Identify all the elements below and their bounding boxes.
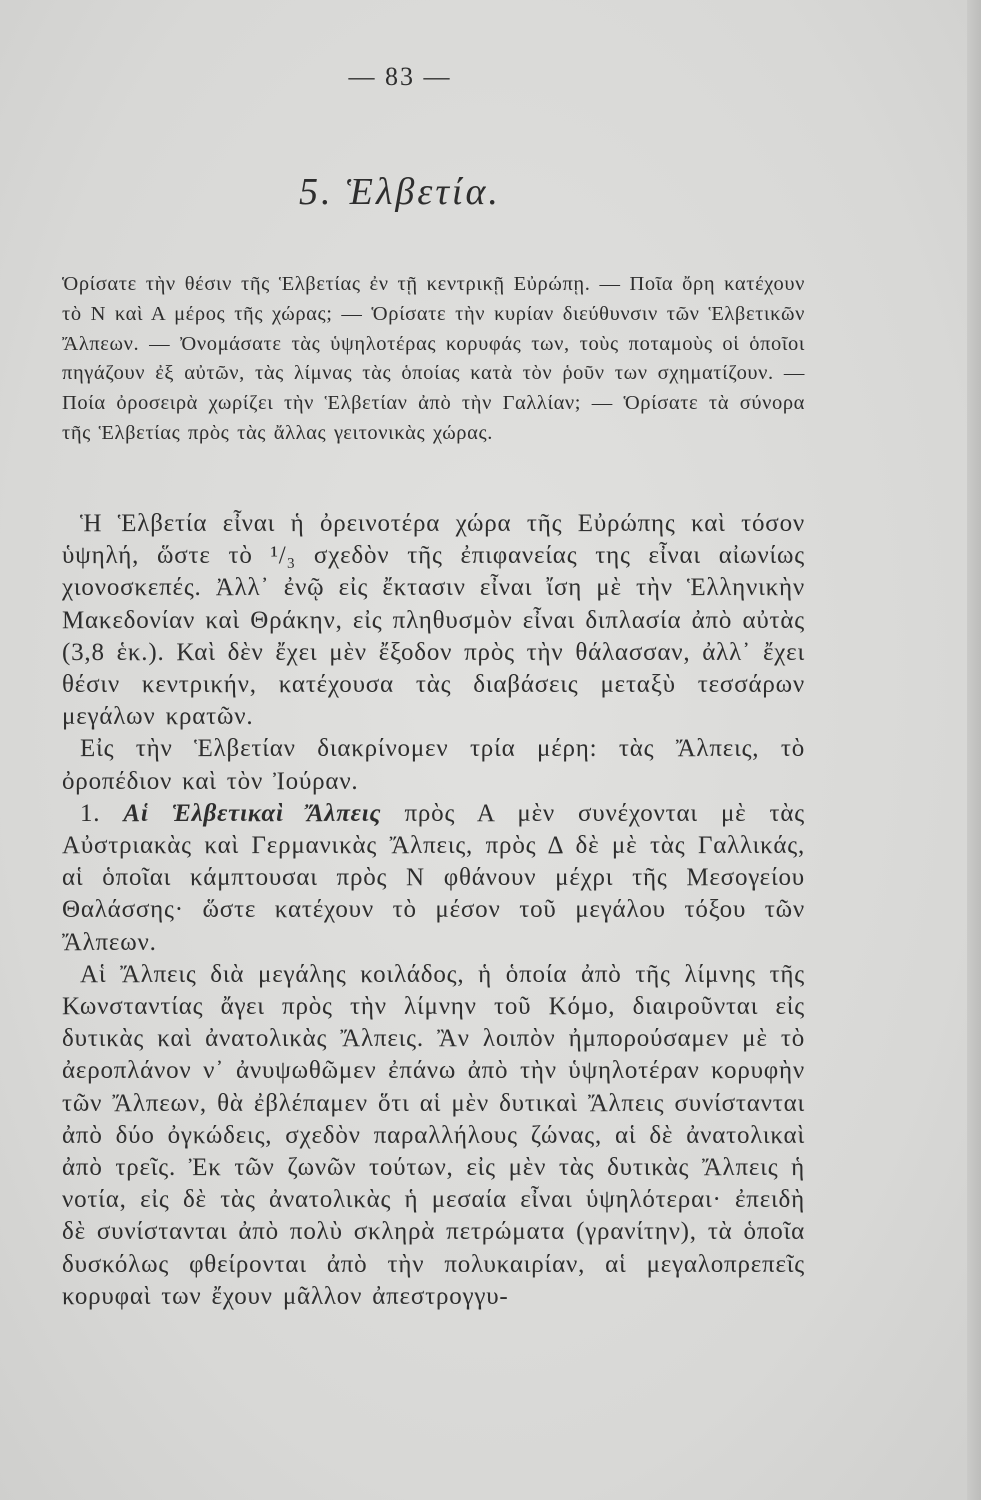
paragraph-3 <box>62 798 805 959</box>
chapter-title: 5. Ἑλβετία. <box>299 171 501 213</box>
paragraph-4: Αἱ Ἄλπεις διὰ μεγάλης κοιλάδος, ἡ ὁποία ἀπὸ τῆς λίμνης τῆς Κωνσταντίας ἄγει πρὸς τὴν λίμνην τοῦ Κόμο, διαιροῦνται εἰς δυτικὰς καὶ ἀνατολικὰς Ἄλπεις. Ἂν λοιπὸν ἠμπορούσαμεν μὲ τὸ ἀεροπλάνον ν᾽ ἀνυψωθῶμεν ἐπάνω ἀπὸ τὴν ὑψηλοτέραν κορυφὴν τῶν Ἄλπεων, θὰ ἐβλέπαμεν ὅτι αἱ μὲν δυτικαὶ Ἄλπεις συνίστανται ἀπὸ δύο ὀγκώδεις, σχεδὸν παραλλήλους ζώνας, αἱ δὲ ἀνατολικαὶ ἀπὸ τρεῖς. Ἐκ τῶν ζωνῶν τούτων, εἰς μὲν τὰς δυτικὰς Ἄλπεις ἡ νοτία, εἰς δὲ τὰς ἀνατολικὰς ἡ μεσαία εἶναι ὑψηλότεραι· ἐπειδὴ δὲ συνίστανται ἀπὸ πολὺ σκληρὰ πετρώματα (γρανίτην), τὰ ὁποῖα δυσκόλως φθείρονται ἀπὸ τὴν πολυκαιρίαν, αἱ μεγαλοπρεπεῖς κορυφαὶ των ἔχουν μᾶλλον ἀπεστρογγυ- <box>62 960 805 1310</box>
questions-text: Ὁρίσατε τὴν θέσιν τῆς Ἑλβετίας ἐν τῇ κεντρικῇ Εὐρώπῃ. — Ποῖα ὄρη κατέχουν τὸ Ν καὶ Α μέρος τῆς χώρας; — Ὁρίσατε τὴν κυρίαν διεύθυνσιν τῶν Ἑλβετικῶν Ἄλπεων. — Ὀνομάσατε τὰς ὑψηλοτέρας κορυφάς των, τοὺς ποταμοὺς οἱ ὁποῖοι πηγάζουν ἐξ αὐτῶν, τὰς λίμνας τὰς ὁποίας κατὰ τὸν ῥοῦν των σχηματίζουν. — Ποία ὀροσειρὰ χωρίζει τὴν Ἑλβετίαν ἀπὸ τὴν Γαλλίαν; — Ὁρίσατε τὰ σύνορα τῆς Ἑλβετίας πρὸς τὰς ἄλλας γειτονικὰς χώρας. <box>62 273 805 444</box>
paragraph-2: Εἰς τὴν Ἑλβετίαν διακρίνομεν τρία μέρη: τὰς Ἄλπεις, τὸ ὀροπέδιον καὶ τὸν Ἰούραν. <box>62 735 805 795</box>
review-questions <box>62 270 805 449</box>
section-number: 1. <box>80 799 101 827</box>
page-edge <box>967 0 981 1500</box>
body-text <box>62 508 805 1313</box>
page-number: — 83 — <box>348 62 452 91</box>
section-heading: Αἱ Ἑλβετικαὶ Ἄλπεις <box>123 799 382 827</box>
paragraph-1: Ἡ Ἑλβετία εἶναι ἡ ὀρεινοτέρα χώρα τῆς Εὐρώπης καὶ τόσον ὑψηλή, ὥστε τὸ ¹/₃ σχεδὸν τῆς ἐπιφανείας της εἶναι αἰωνίως χιονοσκεπές. Ἀλλ᾽ ἐνῷ εἰς ἔκτασιν εἶναι ἴση μὲ τὴν Ἑλληνικὴν Μακεδονίαν καὶ Θράκην, εἰς πληθυσμὸν εἶναι διπλασία ἀπὸ αὐτὰς (3,8 ἑκ.). Καὶ δὲν ἔχει μὲν ἔξοδον πρὸς τὴν θάλασσαν, ἀλλ᾽ ἔχει θέσιν κεντρικήν, κατέχουσα τὰς διαβάσεις μεταξὺ τεσσάρων μεγάλων κρατῶν. <box>62 510 805 731</box>
paragraph-3-text: πρὸς Α μὲν συνέχονται μὲ τὰς Αὐστριακὰς καὶ Γερμανικὰς Ἄλπεις, πρὸς Δ δὲ μὲ τὰς Γαλλικάς, αἱ ὁποῖαι κάμπτουσαι πρὸς Ν φθάνουν μέχρι τῆς Μεσογείου Θαλάσσης· ὥστε κατέχουν τὸ μέσον τοῦ μεγάλου τόξου τῶν Ἄλπεων. <box>62 799 805 956</box>
